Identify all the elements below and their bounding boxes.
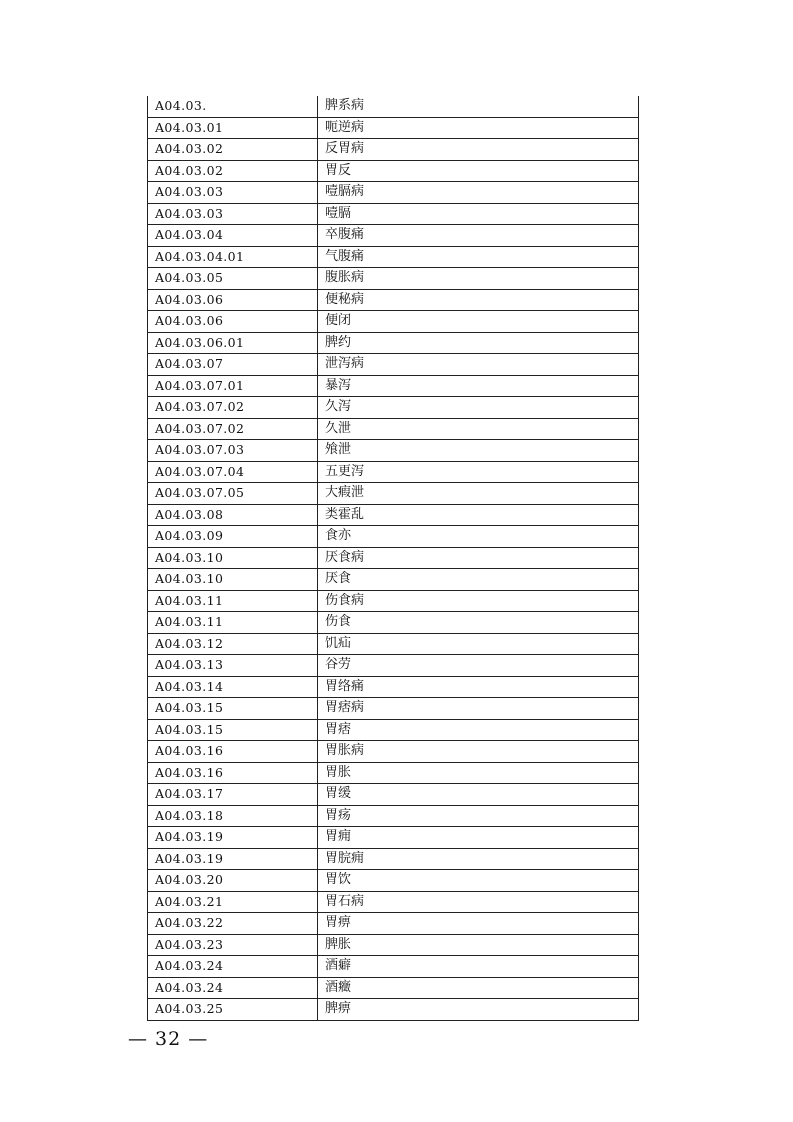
disease-code-cell: A04.03.15 xyxy=(148,698,318,720)
disease-name-cell: 胃痈 xyxy=(318,827,639,849)
table-row xyxy=(148,96,639,117)
table-row xyxy=(148,977,639,999)
disease-code-cell: A04.03.10 xyxy=(148,569,318,591)
table-row xyxy=(148,934,639,956)
disease-code-cell: A04.03. xyxy=(148,96,318,117)
disease-name-cell: 胃痞病 xyxy=(318,698,639,720)
table-row xyxy=(148,483,639,505)
disease-name-cell: 胃脘痈 xyxy=(318,848,639,870)
disease-code-cell: A04.03.06 xyxy=(148,311,318,333)
disease-name-cell: 脾痹 xyxy=(318,999,639,1021)
table-row xyxy=(148,117,639,139)
table-row xyxy=(148,762,639,784)
table-row xyxy=(148,526,639,548)
disease-code-cell: A04.03.24 xyxy=(148,977,318,999)
disease-name-cell: 暴泻 xyxy=(318,375,639,397)
disease-code-cell: A04.03.04.01 xyxy=(148,246,318,268)
disease-name-cell: 噎膈 xyxy=(318,203,639,225)
disease-name-cell: 大瘕泄 xyxy=(318,483,639,505)
disease-code-cell: A04.03.10 xyxy=(148,547,318,569)
disease-name-cell: 胃石病 xyxy=(318,891,639,913)
disease-code-cell: A04.03.15 xyxy=(148,719,318,741)
disease-code-cell: A04.03.22 xyxy=(148,913,318,935)
table-row xyxy=(148,139,639,161)
disease-name-cell: 胃反 xyxy=(318,160,639,182)
disease-name-cell: 久泄 xyxy=(318,418,639,440)
disease-code-cell: A04.03.07.05 xyxy=(148,483,318,505)
disease-name-cell: 卒腹痛 xyxy=(318,225,639,247)
disease-name-cell: 伤食病 xyxy=(318,590,639,612)
table-row xyxy=(148,913,639,935)
table-row xyxy=(148,676,639,698)
disease-code-cell: A04.03.05 xyxy=(148,268,318,290)
table-row xyxy=(148,246,639,268)
disease-code-cell: A04.03.03 xyxy=(148,182,318,204)
table-row xyxy=(148,289,639,311)
disease-name-cell: 脾约 xyxy=(318,332,639,354)
disease-name-cell: 胃络痛 xyxy=(318,676,639,698)
table-row xyxy=(148,870,639,892)
disease-name-cell: 反胃病 xyxy=(318,139,639,161)
disease-code-cell: A04.03.21 xyxy=(148,891,318,913)
disease-name-cell: 脾胀 xyxy=(318,934,639,956)
disease-name-cell: 饥疝 xyxy=(318,633,639,655)
disease-code-cell: A04.03.16 xyxy=(148,762,318,784)
disease-code-cell: A04.03.03 xyxy=(148,203,318,225)
table-row xyxy=(148,956,639,978)
disease-code-cell: A04.03.12 xyxy=(148,633,318,655)
table-row xyxy=(148,182,639,204)
disease-code-cell: A04.03.23 xyxy=(148,934,318,956)
table-row xyxy=(148,805,639,827)
table-row xyxy=(148,999,639,1021)
table-row xyxy=(148,375,639,397)
disease-name-cell: 胃痞 xyxy=(318,719,639,741)
disease-name-cell: 胃饮 xyxy=(318,870,639,892)
disease-code-cell: A04.03.17 xyxy=(148,784,318,806)
disease-code-cell: A04.03.07.03 xyxy=(148,440,318,462)
disease-code-cell: A04.03.11 xyxy=(148,590,318,612)
disease-name-cell: 食亦 xyxy=(318,526,639,548)
disease-code-cell: A04.03.07.02 xyxy=(148,397,318,419)
table-row xyxy=(148,612,639,634)
disease-name-cell: 便秘病 xyxy=(318,289,639,311)
table-row xyxy=(148,504,639,526)
disease-code-cell: A04.03.09 xyxy=(148,526,318,548)
disease-name-cell: 胃痹 xyxy=(318,913,639,935)
table-row xyxy=(148,569,639,591)
table-row xyxy=(148,461,639,483)
table-row xyxy=(148,268,639,290)
page-number: — 32 — xyxy=(128,1028,209,1050)
table-row xyxy=(148,311,639,333)
table-row xyxy=(148,741,639,763)
disease-code-cell: A04.03.08 xyxy=(148,504,318,526)
disease-name-cell: 飧泄 xyxy=(318,440,639,462)
disease-code-cell: A04.03.14 xyxy=(148,676,318,698)
disease-name-cell: 腹胀病 xyxy=(318,268,639,290)
disease-name-cell: 伤食 xyxy=(318,612,639,634)
disease-name-cell: 呃逆病 xyxy=(318,117,639,139)
disease-code-cell: A04.03.16 xyxy=(148,741,318,763)
table-row xyxy=(148,698,639,720)
table-body xyxy=(148,96,639,1020)
table-row xyxy=(148,547,639,569)
disease-name-cell: 泄泻病 xyxy=(318,354,639,376)
disease-name-cell: 气腹痛 xyxy=(318,246,639,268)
disease-name-cell: 谷劳 xyxy=(318,655,639,677)
disease-name-cell: 酒癥 xyxy=(318,977,639,999)
disease-name-cell: 酒癖 xyxy=(318,956,639,978)
table-row xyxy=(148,633,639,655)
disease-name-cell: 类霍乱 xyxy=(318,504,639,526)
disease-name-cell: 胃胀 xyxy=(318,762,639,784)
disease-code-cell: A04.03.20 xyxy=(148,870,318,892)
table-row xyxy=(148,891,639,913)
table-row xyxy=(148,397,639,419)
table-row xyxy=(148,354,639,376)
disease-code-cell: A04.03.07 xyxy=(148,354,318,376)
disease-code-cell: A04.03.07.01 xyxy=(148,375,318,397)
table-row xyxy=(148,590,639,612)
disease-name-cell: 胃疡 xyxy=(318,805,639,827)
disease-name-cell: 胃胀病 xyxy=(318,741,639,763)
disease-code-cell: A04.03.11 xyxy=(148,612,318,634)
disease-code-cell: A04.03.13 xyxy=(148,655,318,677)
disease-code-cell: A04.03.04 xyxy=(148,225,318,247)
disease-name-cell: 噎膈病 xyxy=(318,182,639,204)
disease-name-cell: 脾系病 xyxy=(318,96,639,117)
disease-code-cell: A04.03.06 xyxy=(148,289,318,311)
disease-code-cell: A04.03.01 xyxy=(148,117,318,139)
table-row xyxy=(148,655,639,677)
disease-code-cell: A04.03.18 xyxy=(148,805,318,827)
disease-name-cell: 便闭 xyxy=(318,311,639,333)
disease-code-cell: A04.03.24 xyxy=(148,956,318,978)
disease-code-cell: A04.03.02 xyxy=(148,139,318,161)
disease-name-cell: 久泻 xyxy=(318,397,639,419)
disease-code-cell: A04.03.07.02 xyxy=(148,418,318,440)
table-row xyxy=(148,160,639,182)
disease-code-table xyxy=(147,96,639,1021)
table-row xyxy=(148,719,639,741)
disease-name-cell: 厌食 xyxy=(318,569,639,591)
disease-name-cell: 厌食病 xyxy=(318,547,639,569)
table-row xyxy=(148,225,639,247)
table-row xyxy=(148,332,639,354)
disease-name-cell: 胃缓 xyxy=(318,784,639,806)
table-row xyxy=(148,848,639,870)
disease-code-cell: A04.03.06.01 xyxy=(148,332,318,354)
table-row xyxy=(148,203,639,225)
table-row xyxy=(148,827,639,849)
disease-code-cell: A04.03.25 xyxy=(148,999,318,1021)
disease-code-cell: A04.03.19 xyxy=(148,848,318,870)
disease-code-cell: A04.03.07.04 xyxy=(148,461,318,483)
disease-name-cell: 五更泻 xyxy=(318,461,639,483)
disease-code-cell: A04.03.02 xyxy=(148,160,318,182)
table-row xyxy=(148,440,639,462)
table-row xyxy=(148,418,639,440)
table-row xyxy=(148,784,639,806)
disease-code-cell: A04.03.19 xyxy=(148,827,318,849)
